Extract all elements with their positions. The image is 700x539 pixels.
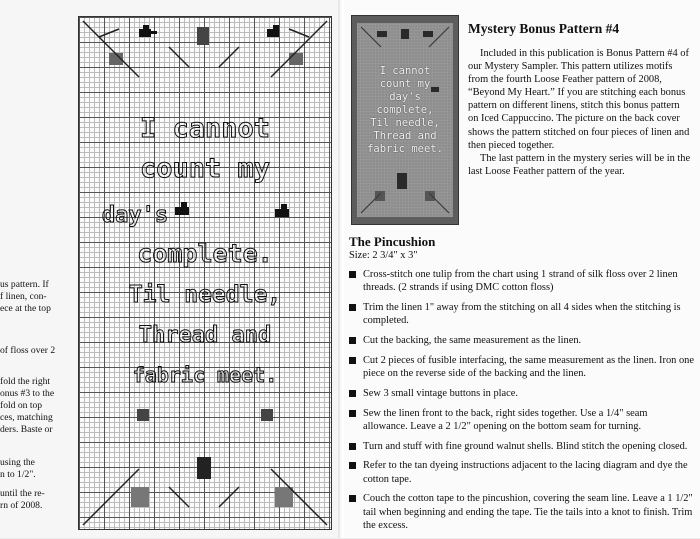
bird-motif bbox=[175, 207, 189, 215]
photo-line: day's bbox=[389, 91, 421, 103]
instruction-step: Sew 3 small vintage buttons in place. bbox=[349, 387, 694, 400]
bird-motif bbox=[139, 29, 151, 37]
strawberry-motif bbox=[197, 457, 211, 479]
intro-paragraph: The last pattern in the mystery series will be in the last Loose Feather pattern of the year. bbox=[468, 152, 691, 177]
snippet: using the bbox=[0, 457, 35, 468]
chart-motifs bbox=[79, 17, 331, 529]
bullet-icon bbox=[349, 390, 356, 397]
chart-line-7: fabric meet. bbox=[132, 363, 278, 387]
chart-line-2: count my bbox=[139, 153, 271, 184]
instruction-step: Trim the linen 1" away from the stitching on all 4 sides when the stitching is completed. bbox=[349, 301, 694, 327]
snippet: rn of 2008. bbox=[0, 500, 43, 511]
snippet: fold on top bbox=[0, 400, 43, 411]
cross-stitch-chart bbox=[78, 16, 332, 530]
tulip-motif bbox=[137, 409, 149, 421]
bullet-icon bbox=[349, 443, 356, 450]
photo-line: I cannot bbox=[379, 65, 431, 77]
instruction-step: Cut 2 pieces of fusible interfacing, the same measurement as the linen. Iron one piece on the reverse side of the backing and the linen. bbox=[349, 354, 694, 380]
section-title: The Pincushion bbox=[349, 234, 436, 249]
strawberry-motif bbox=[197, 27, 209, 45]
linen-fabric bbox=[357, 23, 453, 217]
tulip-motif bbox=[261, 409, 273, 421]
intro-text bbox=[468, 47, 692, 178]
snippet: ces, matching bbox=[0, 412, 53, 423]
instruction-step: Cut the backing, the same measurement as the linen. bbox=[349, 334, 694, 347]
chart-line-3: day's bbox=[101, 203, 169, 228]
intro-paragraph: Included in this publication is Bonus Pattern #4 of our Mystery Sampler. This pattern utilizes motifs from the fourth Loose Feather pattern of 2008, “Beyond My Heart.” If you are stitching each bonus pattern on different linens, stitch this bonus pattern on Iced Cappuccino. The picture on the back cover shows the pattern stitched on four pieces of linen and then pieced together. bbox=[468, 48, 690, 151]
instruction-step: Refer to the tan dyeing instructions adjacent to the lacing diagram and dye the cotton tape. bbox=[349, 459, 694, 485]
instruction-list bbox=[349, 268, 694, 539]
photo-line: Til needle, bbox=[370, 117, 440, 129]
photo-line: Thread and bbox=[373, 130, 437, 142]
bullet-icon bbox=[349, 357, 356, 364]
photo-line: complete, bbox=[376, 104, 434, 116]
snippet: fold the right bbox=[0, 376, 51, 387]
snippet: n to 1/2". bbox=[0, 469, 36, 480]
sampler-photo bbox=[351, 15, 459, 225]
instruction-step: Couch the cotton tape to the pincushion, covering the seam line. Leave a 1 1/2" tail when beginning and ending the tape. Tie the tails into a knot to finish. Trim the excess. bbox=[349, 492, 694, 532]
bullet-icon bbox=[349, 271, 356, 278]
snippet: onus #3 to the bbox=[0, 388, 55, 399]
snippet: of floss over 2 bbox=[0, 345, 56, 356]
bullet-icon bbox=[349, 337, 356, 344]
size-line: Size: 2 3/4" x 3" bbox=[349, 250, 418, 261]
chart-line-4: complete. bbox=[137, 239, 273, 268]
instruction-step: Cross-stitch one tulip from the chart using 1 strand of silk floss over 2 linen threads. (2 strands if using DMC cotton floss) bbox=[349, 268, 694, 294]
bird-icon bbox=[423, 31, 433, 37]
strawberry-icon bbox=[401, 29, 409, 39]
photo-verse bbox=[357, 65, 453, 156]
chart-line-6: Thread and bbox=[138, 323, 272, 348]
snippet: until the re- bbox=[0, 488, 45, 499]
bullet-icon bbox=[349, 304, 356, 311]
photo-line: fabric meet. bbox=[367, 143, 443, 155]
bullet-icon bbox=[349, 462, 356, 469]
bullet-icon bbox=[349, 410, 356, 417]
instruction-step: Sew the linen front to the back, right sides together. Use a 1/4" seam allowance. Leave a 2 1/2" opening on the bottom seam for turning. bbox=[349, 407, 694, 433]
snippet: ece at the top bbox=[0, 303, 51, 314]
instruction-step: Turn and stuff with fine ground walnut shells. Blind stitch the opening closed. bbox=[349, 440, 694, 453]
snippet: us pattern. If bbox=[0, 279, 49, 290]
strawberry-icon bbox=[397, 173, 407, 189]
snippet: f linen, con- bbox=[0, 291, 47, 302]
chart-line-1: I cannot bbox=[139, 113, 271, 144]
snippet: ders. Baste or bbox=[0, 424, 53, 435]
chart-line-5: Til needle, bbox=[128, 282, 282, 308]
photo-line: count my bbox=[379, 78, 431, 90]
bullet-icon bbox=[349, 495, 356, 502]
bird-icon bbox=[377, 31, 387, 37]
page-title: Mystery Bonus Pattern #4 bbox=[468, 21, 620, 36]
bird-motif bbox=[275, 209, 289, 217]
bird-motif bbox=[267, 29, 279, 37]
left-page bbox=[0, 0, 341, 538]
